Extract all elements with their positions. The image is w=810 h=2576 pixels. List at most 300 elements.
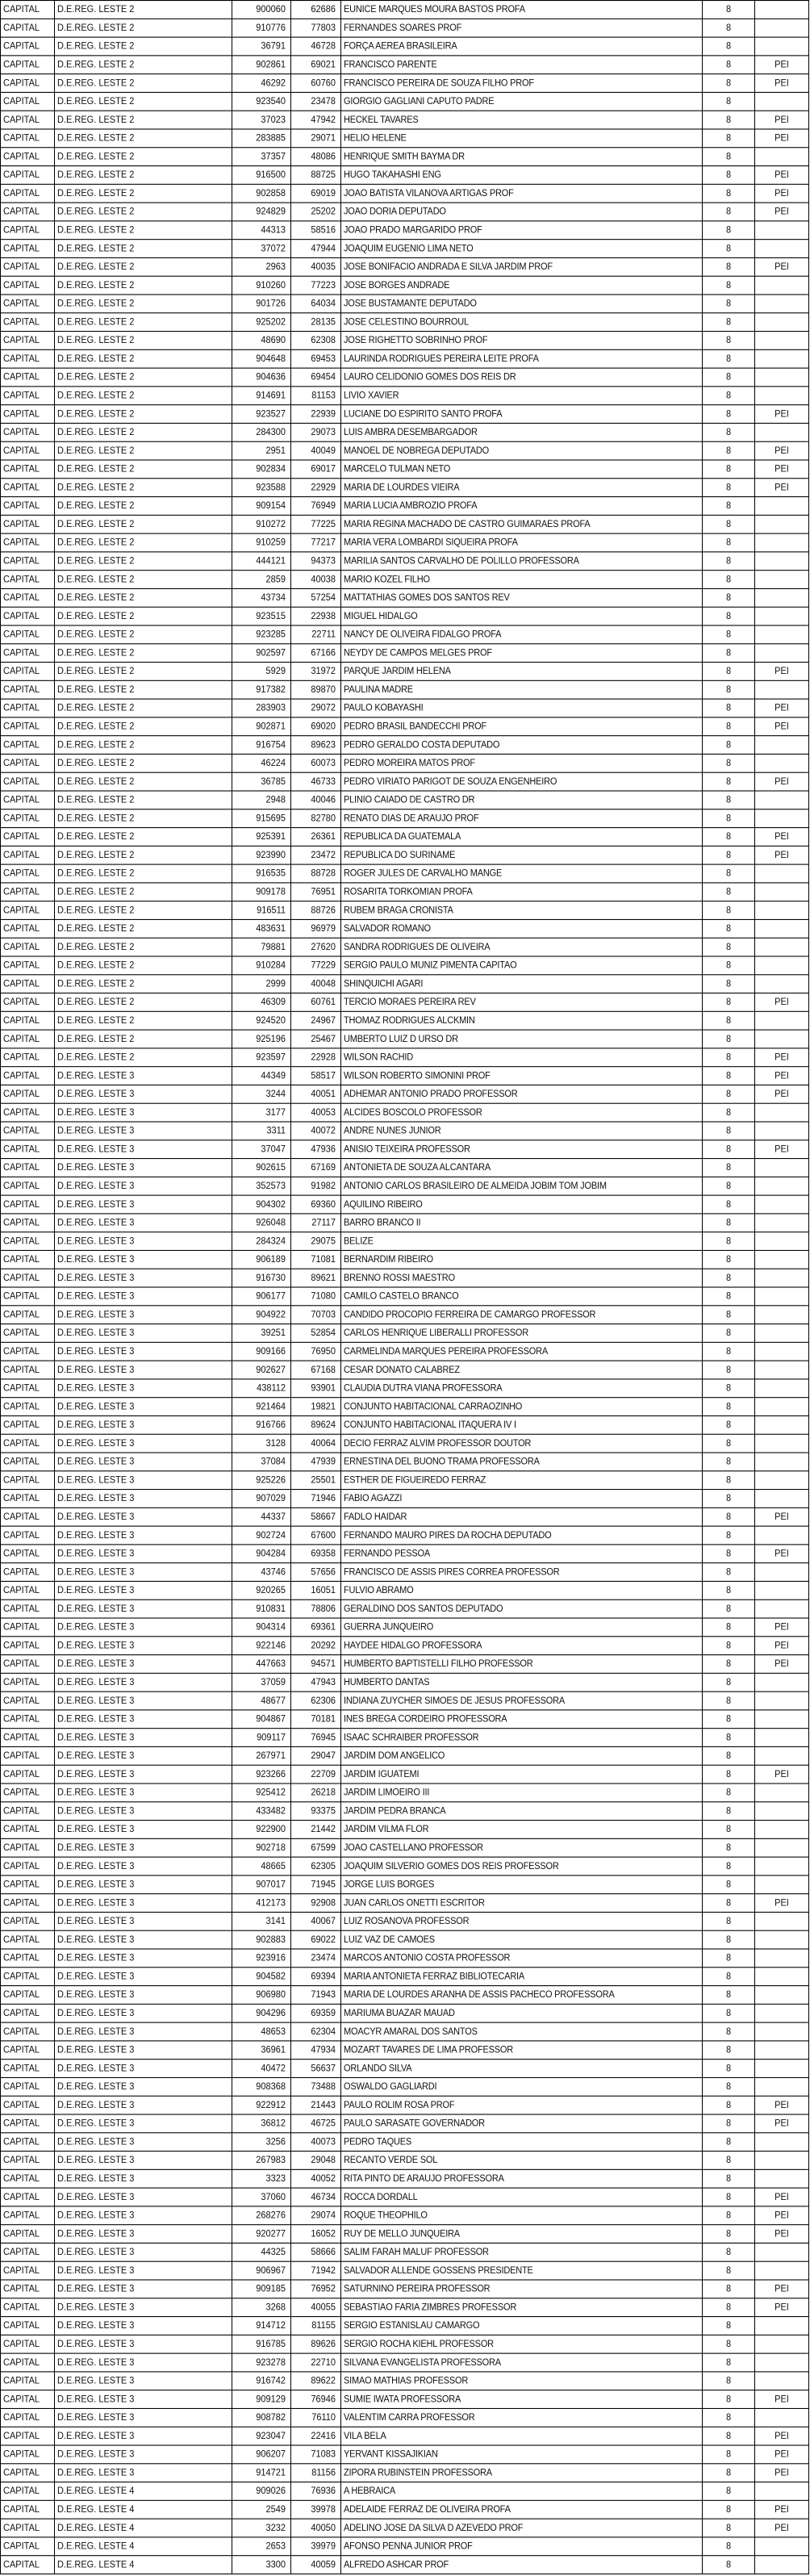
grade-cell: 8 xyxy=(703,1784,755,1802)
school-name-cell: ALFREDO ASHCAR PROF xyxy=(341,2556,703,2574)
cie-cell: 88726 xyxy=(291,901,341,920)
program-cell xyxy=(755,1821,809,1839)
directorate-cell: D.E.REG. LESTE 3 xyxy=(55,1122,232,1140)
table-row xyxy=(1,2041,809,2060)
region-cell: CAPITAL xyxy=(1,405,55,424)
cie-cell: 78806 xyxy=(291,1600,341,1618)
cie-cell: 47936 xyxy=(291,1140,341,1159)
directorate-cell: D.E.REG. LESTE 3 xyxy=(55,2261,232,2280)
cie-cell: 19821 xyxy=(291,1398,341,1416)
program-cell xyxy=(755,680,809,699)
program-cell: PEI xyxy=(755,2280,809,2298)
cie-cell: 40059 xyxy=(291,2556,341,2574)
cie-cell: 62305 xyxy=(291,1857,341,1876)
directorate-cell: D.E.REG. LESTE 2 xyxy=(55,295,232,313)
region-cell: CAPITAL xyxy=(1,2353,55,2372)
region-cell: CAPITAL xyxy=(1,74,55,93)
cie-cell: 62686 xyxy=(291,1,341,19)
code-cell: 906189 xyxy=(232,1250,291,1269)
school-name-cell: MARIUMA BUAZAR MAUAD xyxy=(341,2004,703,2022)
directorate-cell: D.E.REG. LESTE 2 xyxy=(55,1030,232,1048)
region-cell: CAPITAL xyxy=(1,1581,55,1600)
program-cell xyxy=(755,221,809,240)
school-name-cell: INDIANA ZUYCHER SIMOES DE JESUS PROFESSORA xyxy=(341,1692,703,1710)
table-row xyxy=(1,938,809,956)
cie-cell: 25467 xyxy=(291,1030,341,1048)
directorate-cell: D.E.REG. LESTE 3 xyxy=(55,1067,232,1085)
directorate-cell: D.E.REG. LESTE 3 xyxy=(55,1416,232,1434)
grade-cell: 8 xyxy=(703,479,755,497)
table-row xyxy=(1,2353,809,2372)
program-cell: PEI xyxy=(755,166,809,185)
code-cell: 904582 xyxy=(232,1968,291,1986)
table-row xyxy=(1,533,809,552)
directorate-cell: D.E.REG. LESTE 2 xyxy=(55,607,232,625)
directorate-cell: D.E.REG. LESTE 3 xyxy=(55,1802,232,1821)
grade-cell: 8 xyxy=(703,2077,755,2096)
table-row xyxy=(1,846,809,864)
grade-cell: 8 xyxy=(703,1710,755,1729)
directorate-cell: D.E.REG. LESTE 3 xyxy=(55,1508,232,1526)
directorate-cell: D.E.REG. LESTE 2 xyxy=(55,644,232,663)
directorate-cell: D.E.REG. LESTE 3 xyxy=(55,1453,232,1471)
directorate-cell: D.E.REG. LESTE 2 xyxy=(55,56,232,74)
table-row xyxy=(1,1692,809,1710)
directorate-cell: D.E.REG. LESTE 2 xyxy=(55,74,232,93)
table-row xyxy=(1,2077,809,2096)
code-cell: 2951 xyxy=(232,441,291,460)
region-cell: CAPITAL xyxy=(1,736,55,755)
code-cell: 902627 xyxy=(232,1361,291,1379)
region-cell: CAPITAL xyxy=(1,1876,55,1894)
directorate-cell: D.E.REG. LESTE 4 xyxy=(55,2482,232,2501)
directorate-cell: D.E.REG. LESTE 3 xyxy=(55,1398,232,1416)
program-cell xyxy=(755,2335,809,2353)
grade-cell: 8 xyxy=(703,1581,755,1600)
table-row xyxy=(1,809,809,828)
region-cell: CAPITAL xyxy=(1,2243,55,2261)
region-cell: CAPITAL xyxy=(1,1655,55,1674)
school-name-cell: LUIZ ROSANOVA PROFESSOR xyxy=(341,1912,703,1930)
directorate-cell: D.E.REG. LESTE 3 xyxy=(55,1342,232,1361)
grade-cell: 8 xyxy=(703,1122,755,1140)
region-cell: CAPITAL xyxy=(1,1673,55,1692)
region-cell: CAPITAL xyxy=(1,1453,55,1471)
region-cell: CAPITAL xyxy=(1,2390,55,2409)
cie-cell: 16052 xyxy=(291,2225,341,2244)
region-cell: CAPITAL xyxy=(1,221,55,240)
code-cell: 907017 xyxy=(232,1876,291,1894)
grade-cell: 8 xyxy=(703,2188,755,2206)
cie-cell: 25202 xyxy=(291,203,341,221)
code-cell: 3141 xyxy=(232,1912,291,1930)
directorate-cell: D.E.REG. LESTE 2 xyxy=(55,387,232,405)
school-name-cell: JARDIM VILMA FLOR xyxy=(341,1821,703,1839)
school-name-cell: A HEBRAICA xyxy=(341,2482,703,2501)
program-cell: PEI xyxy=(755,1545,809,1563)
program-cell xyxy=(755,1342,809,1361)
program-cell: PEI xyxy=(755,1765,809,1784)
program-cell xyxy=(755,1729,809,1747)
cie-cell: 58517 xyxy=(291,1067,341,1085)
grade-cell: 8 xyxy=(703,754,755,772)
code-cell: 920265 xyxy=(232,1581,291,1600)
grade-cell: 8 xyxy=(703,441,755,460)
program-cell xyxy=(755,1011,809,1030)
grade-cell: 8 xyxy=(703,1821,755,1839)
code-cell: 925226 xyxy=(232,1471,291,1490)
region-cell: CAPITAL xyxy=(1,2169,55,2188)
region-cell: CAPITAL xyxy=(1,2372,55,2390)
program-cell xyxy=(755,1324,809,1343)
school-name-cell: CONJUNTO HABITACIONAL ITAQUERA IV I xyxy=(341,1416,703,1434)
school-name-cell: FRANCISCO PARENTE xyxy=(341,56,703,74)
program-cell: PEI xyxy=(755,129,809,148)
region-cell: CAPITAL xyxy=(1,2500,55,2519)
region-cell: CAPITAL xyxy=(1,1618,55,1637)
directorate-cell: D.E.REG. LESTE 3 xyxy=(55,2464,232,2482)
region-cell: CAPITAL xyxy=(1,754,55,772)
region-cell: CAPITAL xyxy=(1,1324,55,1343)
school-name-cell: EUNICE MARQUES MOURA BASTOS PROFA xyxy=(341,1,703,19)
directorate-cell: D.E.REG. LESTE 4 xyxy=(55,2556,232,2574)
directorate-cell: D.E.REG. LESTE 3 xyxy=(55,1618,232,1637)
cie-cell: 89623 xyxy=(291,736,341,755)
table-row xyxy=(1,699,809,717)
table-row xyxy=(1,1122,809,1140)
code-cell: 906980 xyxy=(232,1986,291,2005)
program-cell xyxy=(755,368,809,387)
directorate-cell: D.E.REG. LESTE 2 xyxy=(55,441,232,460)
code-cell: 916730 xyxy=(232,1269,291,1287)
school-name-cell: HECKEL TAVARES xyxy=(341,111,703,129)
code-cell: 48677 xyxy=(232,1692,291,1710)
grade-cell: 8 xyxy=(703,129,755,148)
code-cell: 902858 xyxy=(232,184,291,203)
cie-cell: 31972 xyxy=(291,663,341,681)
cie-cell: 39978 xyxy=(291,2500,341,2519)
region-cell: CAPITAL xyxy=(1,441,55,460)
program-cell: PEI xyxy=(755,74,809,93)
program-cell xyxy=(755,1287,809,1306)
school-name-cell: JARDIM PEDRA BRANCA xyxy=(341,1802,703,1821)
school-name-cell: ANDRE NUNES JUNIOR xyxy=(341,1122,703,1140)
code-cell: 37084 xyxy=(232,1453,291,1471)
code-cell: 3128 xyxy=(232,1434,291,1453)
cie-cell: 40052 xyxy=(291,2169,341,2188)
program-cell: PEI xyxy=(755,2096,809,2114)
table-row xyxy=(1,1746,809,1765)
code-cell: 916500 xyxy=(232,166,291,185)
program-cell: PEI xyxy=(755,1048,809,1067)
code-cell: 904314 xyxy=(232,1618,291,1637)
region-cell: CAPITAL xyxy=(1,2408,55,2427)
program-cell: PEI xyxy=(755,1085,809,1103)
directorate-cell: D.E.REG. LESTE 3 xyxy=(55,2243,232,2261)
school-name-cell: JOAO CASTELLANO PROFESSOR xyxy=(341,1838,703,1857)
cie-cell: 67166 xyxy=(291,644,341,663)
cie-cell: 27117 xyxy=(291,1214,341,1232)
cie-cell: 77803 xyxy=(291,19,341,37)
school-name-cell: UMBERTO LUIZ D URSO DR xyxy=(341,1030,703,1048)
table-row xyxy=(1,148,809,166)
region-cell: CAPITAL xyxy=(1,1398,55,1416)
code-cell: 36791 xyxy=(232,37,291,56)
grade-cell: 8 xyxy=(703,846,755,864)
directorate-cell: D.E.REG. LESTE 3 xyxy=(55,1545,232,1563)
directorate-cell: D.E.REG. LESTE 3 xyxy=(55,1269,232,1287)
cie-cell: 23474 xyxy=(291,1949,341,1968)
code-cell: 37060 xyxy=(232,2188,291,2206)
region-cell: CAPITAL xyxy=(1,19,55,37)
directorate-cell: D.E.REG. LESTE 3 xyxy=(55,1949,232,1968)
code-cell: 916535 xyxy=(232,864,291,883)
region-cell: CAPITAL xyxy=(1,1600,55,1618)
grade-cell: 8 xyxy=(703,993,755,1012)
program-cell xyxy=(755,1195,809,1214)
table-row xyxy=(1,772,809,791)
region-cell: CAPITAL xyxy=(1,2060,55,2078)
region-cell: CAPITAL xyxy=(1,1545,55,1563)
school-name-cell: ORLANDO SILVA xyxy=(341,2060,703,2078)
program-cell: PEI xyxy=(755,1618,809,1637)
grade-cell: 8 xyxy=(703,2317,755,2336)
program-cell: PEI xyxy=(755,2390,809,2409)
cie-cell: 93901 xyxy=(291,1379,341,1398)
grade-cell: 8 xyxy=(703,2427,755,2445)
program-cell: PEI xyxy=(755,479,809,497)
cie-cell: 77225 xyxy=(291,515,341,533)
table-row xyxy=(1,1177,809,1195)
directorate-cell: D.E.REG. LESTE 2 xyxy=(55,111,232,129)
table-row xyxy=(1,791,809,809)
cie-cell: 71081 xyxy=(291,1250,341,1269)
cie-cell: 77217 xyxy=(291,533,341,552)
cie-cell: 88725 xyxy=(291,166,341,185)
program-cell xyxy=(755,1710,809,1729)
region-cell: CAPITAL xyxy=(1,1710,55,1729)
school-name-cell: JOAQUIM EUGENIO LIMA NETO xyxy=(341,240,703,258)
region-cell: CAPITAL xyxy=(1,2022,55,2041)
code-cell: 37023 xyxy=(232,111,291,129)
program-cell xyxy=(755,1673,809,1692)
grade-cell: 8 xyxy=(703,2390,755,2409)
program-cell xyxy=(755,1471,809,1490)
directorate-cell: D.E.REG. LESTE 3 xyxy=(55,1490,232,1508)
cie-cell: 71942 xyxy=(291,2261,341,2280)
grade-cell: 8 xyxy=(703,938,755,956)
grade-cell: 8 xyxy=(703,166,755,185)
directorate-cell: D.E.REG. LESTE 2 xyxy=(55,680,232,699)
region-cell: CAPITAL xyxy=(1,1122,55,1140)
directorate-cell: D.E.REG. LESTE 3 xyxy=(55,1306,232,1324)
table-row xyxy=(1,257,809,276)
school-name-cell: NEYDY DE CAMPOS MELGES PROF xyxy=(341,644,703,663)
directorate-cell: D.E.REG. LESTE 2 xyxy=(55,864,232,883)
program-cell xyxy=(755,1379,809,1398)
school-name-cell: ANTONIETA DE SOUZA ALCANTARA xyxy=(341,1159,703,1177)
cie-cell: 69021 xyxy=(291,56,341,74)
table-row xyxy=(1,203,809,221)
program-cell xyxy=(755,1177,809,1195)
directorate-cell: D.E.REG. LESTE 3 xyxy=(55,1250,232,1269)
table-row xyxy=(1,1067,809,1085)
code-cell: 44313 xyxy=(232,221,291,240)
region-cell: CAPITAL xyxy=(1,2280,55,2298)
code-cell: 36785 xyxy=(232,772,291,791)
code-cell: 39251 xyxy=(232,1324,291,1343)
school-name-cell: DECIO FERRAZ ALVIM PROFESSOR DOUTOR xyxy=(341,1434,703,1453)
region-cell: CAPITAL xyxy=(1,423,55,441)
directorate-cell: D.E.REG. LESTE 2 xyxy=(55,37,232,56)
cie-cell: 76946 xyxy=(291,2390,341,2409)
grade-cell: 8 xyxy=(703,1177,755,1195)
program-cell: PEI xyxy=(755,2298,809,2317)
grade-cell: 8 xyxy=(703,221,755,240)
grade-cell: 8 xyxy=(703,148,755,166)
directorate-cell: D.E.REG. LESTE 3 xyxy=(55,2077,232,2096)
region-cell: CAPITAL xyxy=(1,257,55,276)
program-cell xyxy=(755,1802,809,1821)
grade-cell: 8 xyxy=(703,1618,755,1637)
table-row xyxy=(1,883,809,901)
program-cell xyxy=(755,552,809,571)
program-cell xyxy=(755,1526,809,1545)
table-row xyxy=(1,111,809,129)
grade-cell: 8 xyxy=(703,257,755,276)
school-name-cell: ISAAC SCHRAIBER PROFESSOR xyxy=(341,1729,703,1747)
program-cell xyxy=(755,1453,809,1471)
directorate-cell: D.E.REG. LESTE 2 xyxy=(55,533,232,552)
grade-cell: 8 xyxy=(703,1453,755,1471)
table-row xyxy=(1,736,809,755)
table-row xyxy=(1,1471,809,1490)
code-cell: 906207 xyxy=(232,2445,291,2464)
table-row xyxy=(1,1490,809,1508)
region-cell: CAPITAL xyxy=(1,56,55,74)
region-cell: CAPITAL xyxy=(1,791,55,809)
cie-cell: 62308 xyxy=(291,332,341,350)
cie-cell: 22938 xyxy=(291,607,341,625)
region-cell: CAPITAL xyxy=(1,1508,55,1526)
school-name-cell: SERGIO PAULO MUNIZ PIMENTA CAPITAO xyxy=(341,956,703,975)
cie-cell: 94571 xyxy=(291,1655,341,1674)
code-cell: 2549 xyxy=(232,2500,291,2519)
cie-cell: 48086 xyxy=(291,148,341,166)
directorate-cell: D.E.REG. LESTE 3 xyxy=(55,2188,232,2206)
program-cell xyxy=(755,332,809,350)
grade-cell: 8 xyxy=(703,1912,755,1930)
directorate-cell: D.E.REG. LESTE 2 xyxy=(55,588,232,607)
grade-cell: 8 xyxy=(703,717,755,736)
directorate-cell: D.E.REG. LESTE 3 xyxy=(55,1729,232,1747)
grade-cell: 8 xyxy=(703,736,755,755)
table-row xyxy=(1,349,809,368)
school-name-cell: HUMBERTO DANTAS xyxy=(341,1673,703,1692)
grade-cell: 8 xyxy=(703,1765,755,1784)
cie-cell: 16051 xyxy=(291,1581,341,1600)
directorate-cell: D.E.REG. LESTE 3 xyxy=(55,2152,232,2170)
table-row xyxy=(1,1085,809,1103)
code-cell: 48653 xyxy=(232,2022,291,2041)
code-cell: 914712 xyxy=(232,2317,291,2336)
table-row xyxy=(1,2169,809,2188)
table-row xyxy=(1,919,809,938)
program-cell xyxy=(755,515,809,533)
code-cell: 920277 xyxy=(232,2225,291,2244)
region-cell: CAPITAL xyxy=(1,1030,55,1048)
table-row xyxy=(1,497,809,516)
program-cell: PEI xyxy=(755,2464,809,2482)
school-name-cell: LUCIANE DO ESPIRITO SANTO PROFA xyxy=(341,405,703,424)
cie-cell: 76952 xyxy=(291,2280,341,2298)
region-cell: CAPITAL xyxy=(1,166,55,185)
school-name-cell: HUGO TAKAHASHI ENG xyxy=(341,166,703,185)
directorate-cell: D.E.REG. LESTE 3 xyxy=(55,2298,232,2317)
table-row xyxy=(1,754,809,772)
table-row xyxy=(1,2114,809,2133)
grade-cell: 8 xyxy=(703,1563,755,1582)
code-cell: 902883 xyxy=(232,1930,291,1949)
table-row xyxy=(1,1784,809,1802)
grade-cell: 8 xyxy=(703,1637,755,1655)
code-cell: 904867 xyxy=(232,1710,291,1729)
directorate-cell: D.E.REG. LESTE 3 xyxy=(55,2408,232,2427)
code-cell: 916785 xyxy=(232,2335,291,2353)
code-cell: 2653 xyxy=(232,2537,291,2556)
table-row xyxy=(1,828,809,847)
grade-cell: 8 xyxy=(703,2537,755,2556)
program-cell xyxy=(755,533,809,552)
program-cell xyxy=(755,2537,809,2556)
region-cell: CAPITAL xyxy=(1,552,55,571)
table-row xyxy=(1,1232,809,1251)
program-cell xyxy=(755,1306,809,1324)
directorate-cell: D.E.REG. LESTE 3 xyxy=(55,2096,232,2114)
cie-cell: 71945 xyxy=(291,1876,341,1894)
grade-cell: 8 xyxy=(703,552,755,571)
grade-cell: 8 xyxy=(703,625,755,644)
table-row xyxy=(1,129,809,148)
program-cell xyxy=(755,1563,809,1582)
grade-cell: 8 xyxy=(703,1838,755,1857)
grade-cell: 8 xyxy=(703,460,755,479)
grade-cell: 8 xyxy=(703,2206,755,2225)
school-name-cell: SUMIE IWATA PROFESSORA xyxy=(341,2390,703,2409)
directorate-cell: D.E.REG. LESTE 3 xyxy=(55,2041,232,2060)
program-cell: PEI xyxy=(755,257,809,276)
table-row xyxy=(1,1912,809,1930)
school-name-cell: GIORGIO GAGLIANI CAPUTO PADRE xyxy=(341,92,703,111)
program-cell xyxy=(755,1857,809,1876)
program-cell xyxy=(755,791,809,809)
cie-cell: 77229 xyxy=(291,956,341,975)
program-cell xyxy=(755,387,809,405)
school-name-cell: AQUILINO RIBEIRO xyxy=(341,1195,703,1214)
cie-cell: 76936 xyxy=(291,2482,341,2501)
region-cell: CAPITAL xyxy=(1,1342,55,1361)
grade-cell: 8 xyxy=(703,184,755,203)
directorate-cell: D.E.REG. LESTE 2 xyxy=(55,975,232,993)
program-cell: PEI xyxy=(755,772,809,791)
program-cell xyxy=(755,92,809,111)
region-cell: CAPITAL xyxy=(1,975,55,993)
cie-cell: 28135 xyxy=(291,313,341,332)
region-cell: CAPITAL xyxy=(1,1765,55,1784)
cie-cell: 29074 xyxy=(291,2206,341,2225)
grade-cell: 8 xyxy=(703,2022,755,2041)
grade-cell: 8 xyxy=(703,1857,755,1876)
